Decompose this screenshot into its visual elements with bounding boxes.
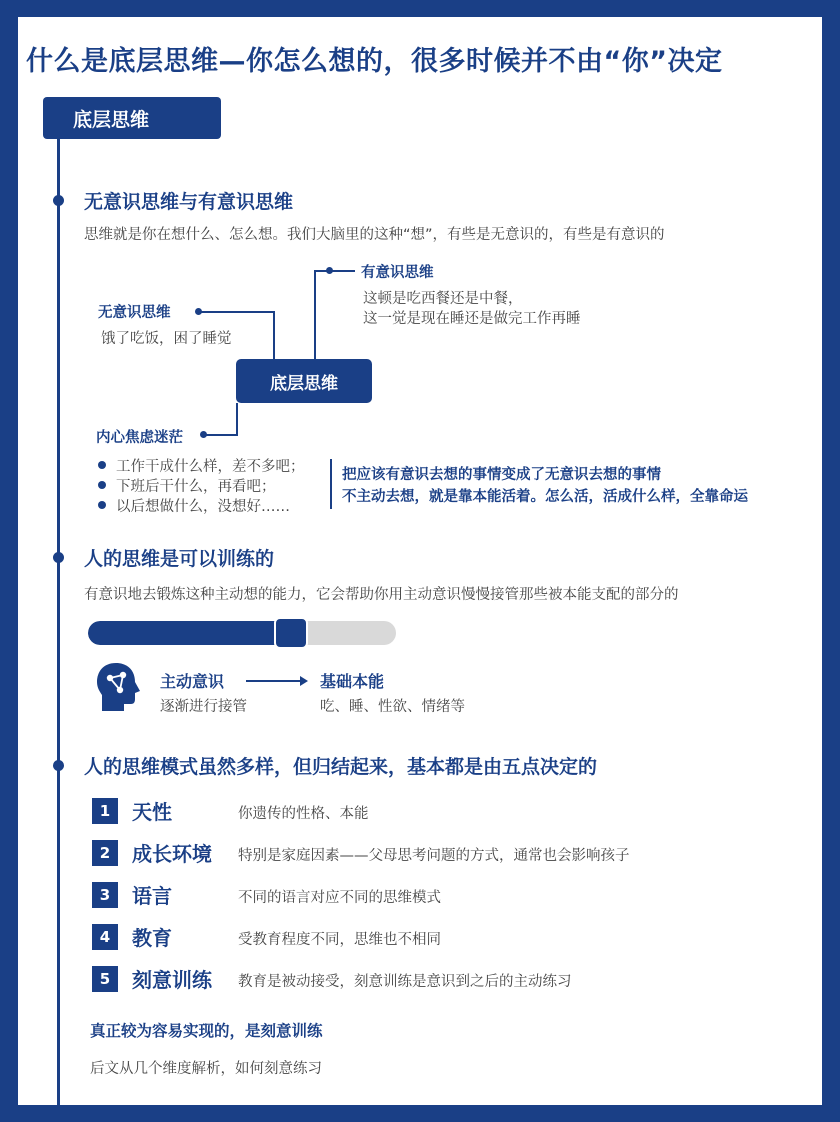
active-consciousness-title: 主动意识 xyxy=(160,672,225,691)
bullet-icon xyxy=(98,461,106,469)
instinct-desc: 吃、睡、性欲、情绪等 xyxy=(320,699,465,715)
section3-heading: 人的思维模式虽然多样，但归结起来，基本都是由五点决定的 xyxy=(84,756,598,778)
factor-name: 天性 xyxy=(132,800,172,824)
page-title: 什么是底层思维—你怎么想的，很多时候并不由“你”决定 xyxy=(26,46,723,77)
unconscious-desc: 饿了吃饭，困了睡觉 xyxy=(101,331,232,347)
connector-line xyxy=(203,434,238,436)
section1-intro: 思维就是你在想什么、怎么想。我们大脑里的这种“想”，有些是无意识的，有些是有意识的 xyxy=(84,227,665,243)
connector-dot xyxy=(200,431,207,438)
list-item: 以后想做什么，没想好…… xyxy=(98,495,305,515)
progress-bar xyxy=(88,621,396,645)
connector-line xyxy=(198,311,274,313)
factor-name: 教育 xyxy=(132,926,172,950)
divider xyxy=(330,459,332,509)
anxiety-bullet-list xyxy=(98,455,305,515)
bullet-icon xyxy=(98,481,106,489)
head-network-icon xyxy=(94,661,142,713)
connector-line xyxy=(273,311,275,359)
factor-name: 成长环境 xyxy=(132,842,212,866)
factor-desc: 教育是被动接受，刻意训练是意识到之后的主动练习 xyxy=(238,974,572,990)
timeline-dot xyxy=(53,552,64,563)
instinct-title: 基础本能 xyxy=(320,672,385,691)
conclusion-text: 真正较为容易实现的，是刻意训练 xyxy=(90,1022,323,1040)
connector-line xyxy=(314,270,328,272)
followup-text: 后文从几个维度解析，如何刻意练习 xyxy=(90,1061,322,1077)
factor-number-badge: 2 xyxy=(92,840,118,866)
factor-desc: 你遗传的性格、本能 xyxy=(238,806,369,822)
connector-line xyxy=(236,403,238,435)
factor-desc: 不同的语言对应不同的思维模式 xyxy=(238,890,441,906)
conscious-line2: 这一觉是现在睡还是做完工作再睡 xyxy=(363,311,581,327)
factor-desc: 受教育程度不同，思维也不相同 xyxy=(238,932,441,948)
timeline-line xyxy=(57,137,60,1105)
conscious-line1: 这顿是吃西餐还是中餐， xyxy=(363,291,523,307)
factor-number-badge: 1 xyxy=(92,798,118,824)
unconscious-label: 无意识思维 xyxy=(98,305,171,321)
timeline-dot xyxy=(53,195,64,206)
section2-intro: 有意识地去锻炼这种主动想的能力，它会帮助你用主动意识慢慢接管那些被本能支配的部分的 xyxy=(84,587,679,603)
bullet-icon xyxy=(98,501,106,509)
factor-desc: 特别是家庭因素——父母思考问题的方式，通常也会影响孩子 xyxy=(238,848,630,864)
connector-line xyxy=(314,270,316,360)
factor-name: 刻意训练 xyxy=(132,968,212,992)
factor-number-badge: 4 xyxy=(92,924,118,950)
section-tag: 底层思维 xyxy=(43,97,221,139)
anxiety-label: 内心焦虑迷茫 xyxy=(96,430,183,446)
factor-name: 语言 xyxy=(132,884,172,908)
factor-number-badge: 3 xyxy=(92,882,118,908)
page xyxy=(18,17,822,1105)
section2-heading: 人的思维是可以训练的 xyxy=(84,548,275,570)
timeline-dot xyxy=(53,760,64,771)
center-concept-box: 底层思维 xyxy=(236,359,372,403)
conscious-label: 有意识思维 xyxy=(361,265,434,281)
list-item: 下班后干什么，再看吧； xyxy=(98,475,305,495)
active-consciousness-desc: 逐渐进行接管 xyxy=(160,699,247,715)
connector-line xyxy=(329,270,355,272)
note-line1: 把应该有意识去想的事情变成了无意识去想的事情 xyxy=(342,467,661,483)
factor-number-badge: 5 xyxy=(92,966,118,992)
progress-knob xyxy=(274,617,308,649)
list-item: 工作干成什么样，差不多吧； xyxy=(98,455,305,475)
section1-heading: 无意识思维与有意识思维 xyxy=(84,191,294,213)
progress-fill xyxy=(88,621,291,645)
arrow-right-icon xyxy=(246,673,308,687)
note-line2: 不主动去想，就是靠本能活着。怎么活，活成什么样，全靠命运 xyxy=(342,489,748,505)
